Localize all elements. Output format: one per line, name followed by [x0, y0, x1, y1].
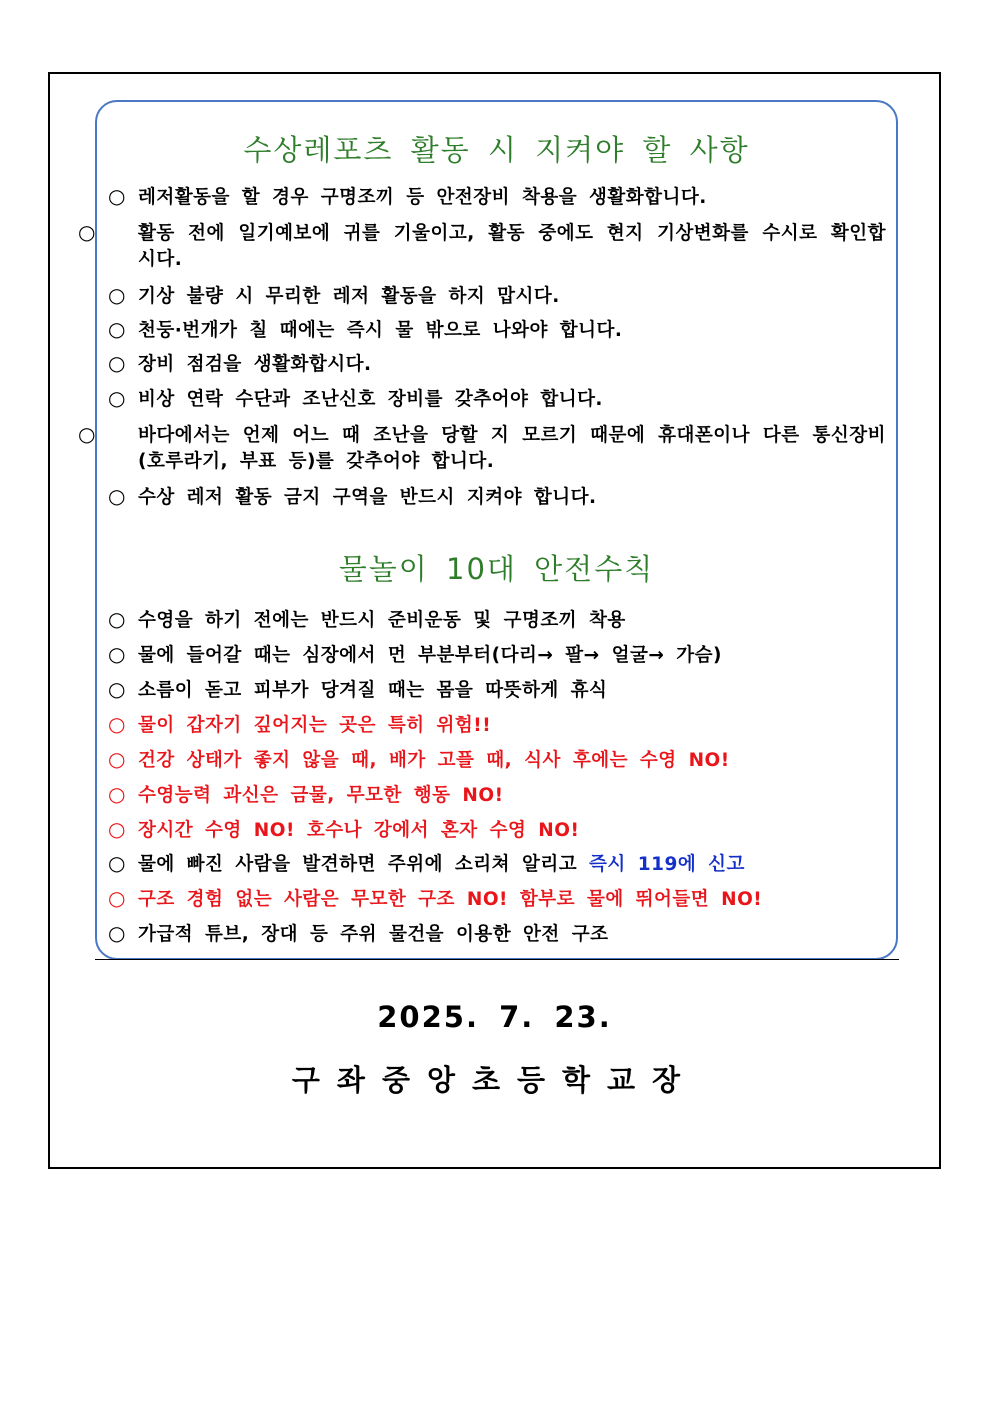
circle-bullet-icon: ○	[108, 386, 126, 410]
circle-bullet-icon: ○	[108, 886, 126, 910]
section1-item: ○ 수상 레저 활동 금지 구역을 반드시 지켜야 합니다.	[108, 484, 597, 508]
section1-item: ○ 레저활동을 할 경우 구명조끼 등 안전장비 착용을 생활화합니다.	[108, 184, 707, 208]
section2-warning-item: ○ 건강 상태가 좋지 않을 때, 배가 고플 때, 식사 후에는 수영 NO!	[108, 747, 730, 771]
section2-item: ○ 소름이 돋고 피부가 당겨질 때는 몸을 따뜻하게 휴식	[108, 677, 608, 701]
circle-bullet-icon: ○	[108, 677, 126, 701]
circle-bullet-icon: ○	[108, 283, 126, 307]
section1-item: ○ 활동 전에 일기예보에 귀를 기울이고, 활동 중에도 현지 기상변화를 수시로 확인합시다.	[78, 220, 886, 270]
circle-bullet-icon: ○	[108, 607, 126, 631]
section2-item: ○ 물에 빠진 사람을 발견하면 주위에 소리쳐 알리고 즉시 119에 신고	[108, 851, 745, 875]
section1-item: ○ 기상 불량 시 무리한 레저 활동을 하지 맙시다.	[108, 283, 560, 307]
section1-title: 수상레포츠 활동 시 지켜야 할 사항	[243, 133, 750, 167]
circle-bullet-icon: ○	[108, 184, 126, 208]
emergency-call-highlight: 즉시 119에 신고	[589, 854, 745, 875]
section2-item: ○ 수영을 하기 전에는 반드시 준비운동 및 구명조끼 착용	[108, 607, 626, 631]
section2-item: ○ 가급적 튜브, 장대 등 주위 물건을 이용한 안전 구조	[108, 921, 609, 945]
section1-item: ○ 바다에서는 언제 어느 때 조난을 당할 지 모르기 때문에 휴대폰이나 다른 통신장비(호루라기, 부표 등)를 갖추어야 합니다.	[78, 422, 886, 472]
circle-bullet-icon: ○	[108, 351, 126, 375]
circle-bullet-icon: ○	[108, 484, 126, 508]
section1-item: ○ 천둥·번개가 칠 때에는 즉시 물 밖으로 나와야 합니다.	[108, 317, 623, 341]
divider-line	[95, 959, 899, 960]
circle-bullet-icon: ○	[108, 712, 126, 736]
circle-bullet-icon: ○	[108, 317, 126, 341]
circle-bullet-icon: ○	[78, 422, 96, 446]
circle-bullet-icon: ○	[108, 782, 126, 806]
section2-warning-item: ○ 구조 경험 없는 사람은 무모한 구조 NO! 함부로 물에 뛰어들면 NO!	[108, 886, 763, 910]
section2-title: 물놀이 10대 안전수칙	[338, 552, 655, 586]
circle-bullet-icon: ○	[108, 921, 126, 945]
section2-warning-item: ○ 물이 갑자기 깊어지는 곳은 특히 위험!!	[108, 712, 492, 736]
section1-item: ○ 비상 연락 수단과 조난신호 장비를 갖추어야 합니다.	[108, 386, 603, 410]
section2-warning-item: ○ 수영능력 과신은 금물, 무모한 행동 NO!	[108, 782, 504, 806]
document-date: 2025. 7. 23.	[377, 1000, 612, 1034]
circle-bullet-icon: ○	[108, 642, 126, 666]
circle-bullet-icon: ○	[108, 747, 126, 771]
section2-item: ○ 물에 들어갈 때는 심장에서 먼 부분부터(다리→ 팔→ 얼굴→ 가슴)	[108, 642, 722, 666]
section2-warning-item: ○ 장시간 수영 NO! 호수나 강에서 혼자 수영 NO!	[108, 817, 580, 841]
circle-bullet-icon: ○	[108, 851, 126, 875]
circle-bullet-icon: ○	[78, 220, 96, 244]
section1-item: ○ 장비 점검을 생활화합시다.	[108, 351, 372, 375]
circle-bullet-icon: ○	[108, 817, 126, 841]
principal-signature: 구좌중앙초등학교장	[291, 1063, 698, 1097]
